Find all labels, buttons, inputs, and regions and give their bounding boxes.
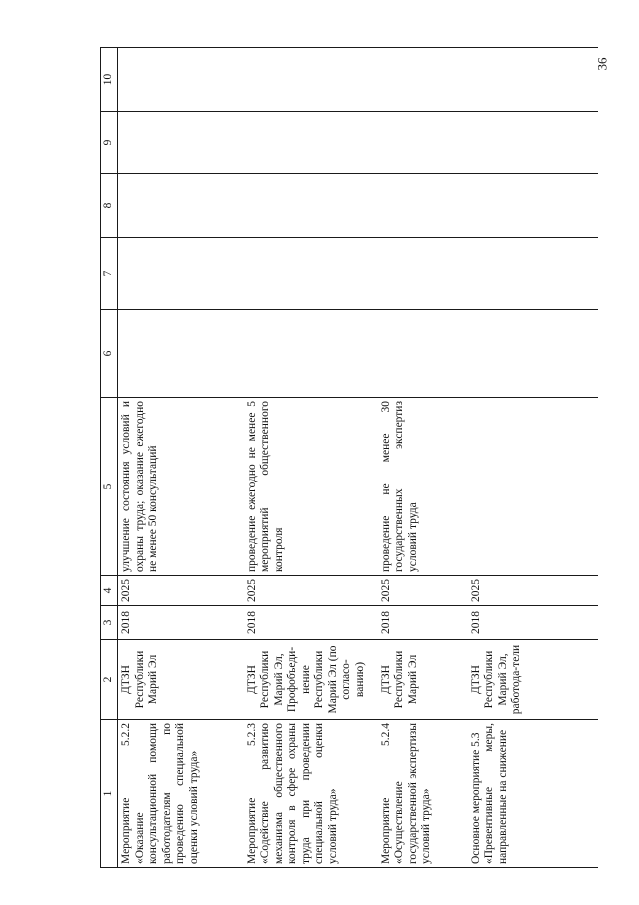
column-header: 8	[101, 174, 118, 238]
activity-name-cell	[378, 720, 468, 868]
activity-name: «Осуществление государственной экспертизы условий труда»	[393, 723, 433, 864]
start-year-cell: 2018	[378, 606, 468, 640]
end-year-cell: 2025	[118, 576, 244, 606]
executor-cell: ДТЗН Республики Марий Эл	[118, 640, 244, 720]
empty-cell	[468, 174, 598, 238]
empty-cell	[118, 48, 244, 112]
result-cell: проведение не менее 30 государственных экспертиз условий труда	[378, 398, 468, 576]
empty-cell	[378, 238, 468, 310]
empty-cell	[378, 174, 468, 238]
empty-cell	[468, 112, 598, 174]
result-cell: улучшение состояния условий и охраны труда; оказание ежегодно не менее 50 консультаций	[118, 398, 244, 576]
executor-cell: ДТЗН Республики Марий Эл	[378, 640, 468, 720]
end-year-cell: 2025	[378, 576, 468, 606]
activity-name-cell	[118, 720, 244, 868]
end-year-cell: 2025	[468, 576, 598, 606]
empty-cell	[118, 310, 244, 398]
result-cell: проведение ежегодно не менее 5 мероприятий общественного контроля	[244, 398, 378, 576]
empty-cell	[468, 238, 598, 310]
column-header: 9	[101, 112, 118, 174]
empty-cell	[468, 48, 598, 112]
empty-cell	[244, 48, 378, 112]
activity-title: Мероприятие	[379, 797, 392, 864]
table-row	[468, 48, 598, 868]
column-header: 7	[101, 238, 118, 310]
empty-cell	[244, 238, 378, 310]
empty-cell	[468, 310, 598, 398]
activity-name: «Превентивные меры, направленные на снижение	[483, 723, 509, 864]
activity-code: 5.2.3	[245, 723, 258, 746]
column-header: 3	[101, 606, 118, 640]
activity-name: «Оказание консультационной помощи работодателям по проведению специальной оценки условий труда»	[133, 723, 200, 864]
column-header: 5	[101, 398, 118, 576]
activity-title: Основное мероприятие 5.3	[469, 732, 482, 864]
result-cell	[468, 398, 598, 576]
table-row	[118, 48, 244, 868]
executor-cell: ДТЗН Республики Марий Эл, Профобъеди-нение Республики Марий Эл (по согласо-ванию)	[244, 640, 378, 720]
end-year-cell: 2025	[244, 576, 378, 606]
start-year-cell: 2018	[468, 606, 598, 640]
column-header: 2	[101, 640, 118, 720]
empty-cell	[244, 174, 378, 238]
activity-code: 5.2.4	[379, 723, 392, 746]
executor-cell: ДТЗН Республики Марий Эл, работода-тели	[468, 640, 598, 720]
page-number: 36	[594, 57, 610, 71]
column-header: 4	[101, 576, 118, 606]
column-header: 1	[101, 720, 118, 868]
program-activities-table	[100, 47, 598, 868]
start-year-cell: 2018	[244, 606, 378, 640]
table-header-row	[101, 48, 118, 868]
empty-cell	[378, 112, 468, 174]
activity-name-cell	[244, 720, 378, 868]
empty-cell	[244, 310, 378, 398]
activity-code: 5.2.2	[120, 723, 132, 746]
rotated-table-sheet	[100, 48, 630, 868]
activity-title: Мероприятие	[245, 797, 258, 864]
start-year-cell: 2018	[118, 606, 244, 640]
table-row	[244, 48, 378, 868]
empty-cell	[118, 112, 244, 174]
column-header: 10	[101, 48, 118, 112]
activity-name: «Содействие развитию механизма общественного контроля в сфере охраны труда при проведении специальной оценки условий труда»	[259, 723, 339, 864]
table-row	[378, 48, 468, 868]
empty-cell	[378, 48, 468, 112]
activity-name-cell	[468, 720, 598, 868]
empty-cell	[244, 112, 378, 174]
empty-cell	[378, 310, 468, 398]
column-header: 6	[101, 310, 118, 398]
empty-cell	[118, 238, 244, 310]
empty-cell	[118, 174, 244, 238]
activity-title: Мероприятие	[120, 797, 132, 864]
